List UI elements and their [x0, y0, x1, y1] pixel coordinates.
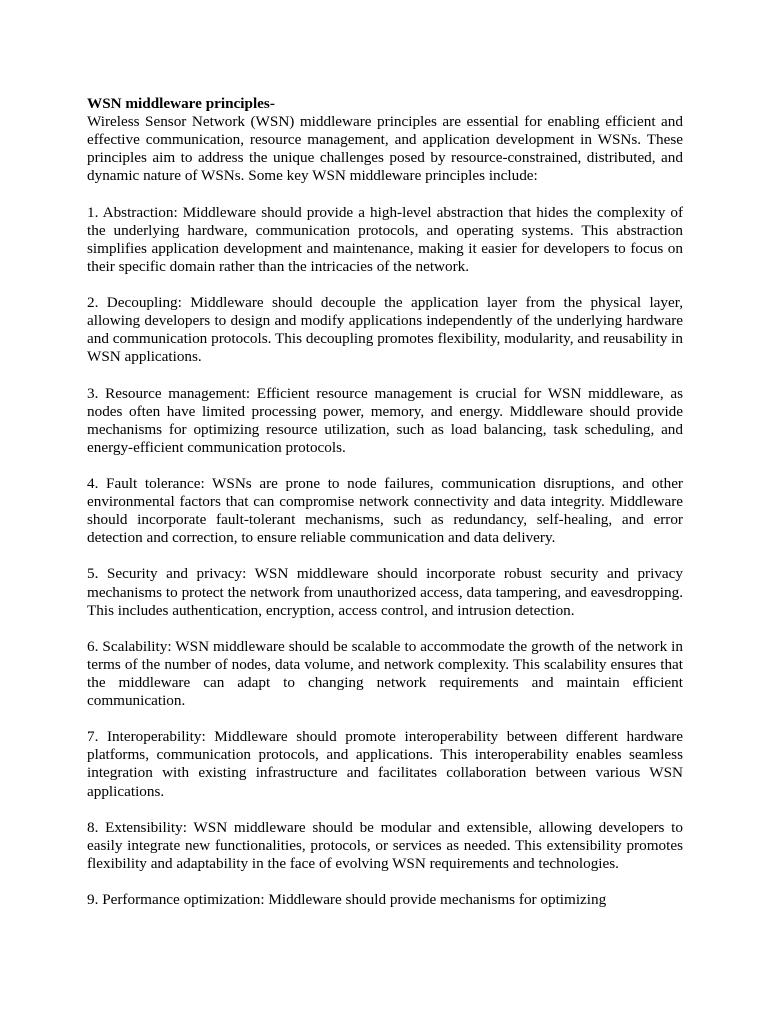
principle-scalability: 6. Scalability: WSN middleware should be scalable to accommodate the growth of the network in terms of the number of nodes, data volume, and network complexity. This scalability ensures that the middleware can adapt to changing network requirements and maintain efficient communication.	[87, 637, 683, 710]
document-title: WSN middleware principles-	[87, 95, 275, 112]
principle-resource-management: 3. Resource management: Efficient resource management is crucial for WSN middleware, as nodes often have limited processing power, memory, and energy. Middleware should provide mechanisms for optimizing resource utilization, such as load balancing, task scheduling, and energy-efficient communication protocols.	[87, 384, 683, 456]
intro-paragraph: Wireless Sensor Network (WSN) middleware principles are essential for enabling efficient and effective communication, resource management, and application development in WSNs. These principles aim to address the unique challenges posed by resource-constrained, distributed, and dynamic nature of WSNs. Some key WSN middleware principles include:	[87, 113, 683, 185]
principle-interoperability: 7. Interoperability: Middleware should promote interoperability between different hardware platforms, communication protocols, and applications. This interoperability enables seamless integration with existing infrastructure and facilitates collaboration between various WSN applications.	[87, 728, 683, 800]
principle-abstraction: 1. Abstraction: Middleware should provide a high-level abstraction that hides the complexity of the underlying hardware, communication protocols, and operating systems. This abstraction simplifies application development and maintenance, making it easier for developers to focus on their specific domain rather than the intricacies of the network.	[87, 203, 683, 275]
principle-fault-tolerance: 4. Fault tolerance: WSNs are prone to node failures, communication disruptions, and other environmental factors that can compromise network connectivity and data integrity. Middleware should incorporate fault-tolerant mechanisms, such as redundancy, self-healing, and error detection and correction, to ensure reliable communication and data delivery.	[87, 474, 683, 547]
principle-security-privacy: 5. Security and privacy: WSN middleware should incorporate robust security and privacy mechanisms to protect the network from unauthorized access, data tampering, and eavesdropping. This includes authentication, encryption, access control, and intrusion detection.	[87, 565, 683, 619]
principle-extensibility: 8. Extensibility: WSN middleware should be modular and extensible, allowing developers to easily integrate new functionalities, protocols, or services as needed. This extensibility promotes flexibility and adaptability in the face of evolving WSN requirements and technologies.	[87, 818, 683, 872]
principle-performance-optimization: 9. Performance optimization: Middleware should provide mechanisms for optimizing	[87, 891, 607, 909]
document-page	[87, 95, 683, 927]
principle-decoupling: 2. Decoupling: Middleware should decouple the application layer from the physical layer, allowing developers to design and modify applications independently of the underlying hardware and communication protocols. This decoupling promotes flexibility, modularity, and reusability in WSN applications.	[87, 294, 683, 366]
